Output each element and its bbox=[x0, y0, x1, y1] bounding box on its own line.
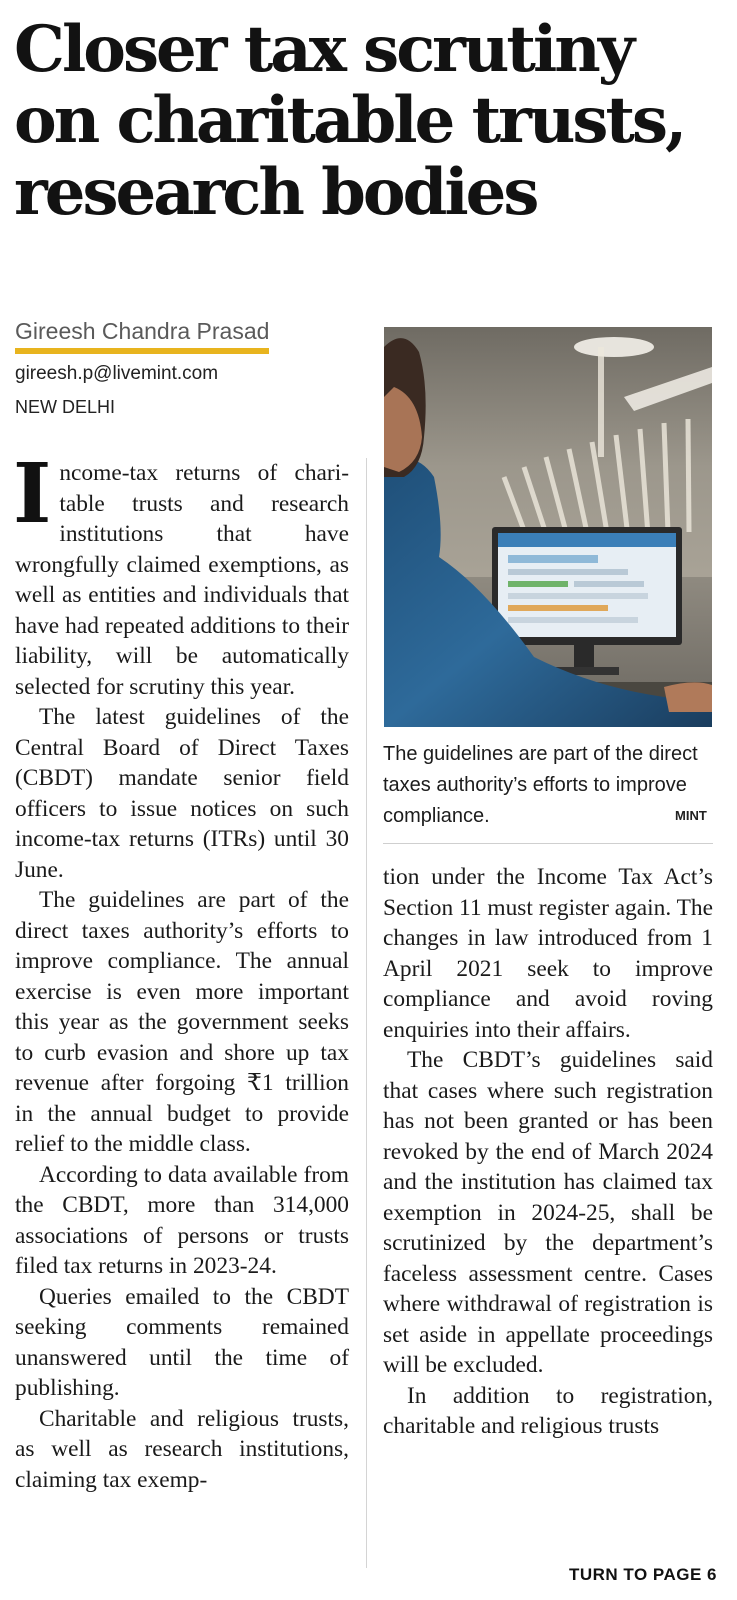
lead-text: ncome-tax returns of charitable trusts and research institutions that have wrongfully claimed exemptions, as well as entities and individuals that have had repeated additions to their liability, will be automatically selected for scrutiny this year. bbox=[15, 460, 349, 700]
headline: Closer tax scrutiny on charitable trusts, research bodies bbox=[14, 12, 685, 230]
article-column-1 bbox=[13, 446, 349, 1495]
dateline: NEW DELHI bbox=[15, 397, 116, 417]
article-paragraph: The CBDT’s guidelines said that cases where such registration has not been granted or has been revoked by the end of March 2024 and the institution has claimed tax exemption in 2024-25, shall be scrutinized by the department’s faceless assessment centre. Cases where withdrawal of registration is set aside in appellate proceedings will be excluded. bbox=[383, 1047, 713, 1378]
article-continuation: tion under the Income Tax Act’s Section 11 must register again. The changes in law introduced from 1 April 2021 seek to improve compliance and avoid roving enquiries into their affairs. bbox=[383, 864, 713, 1043]
article-column-2 bbox=[383, 862, 713, 1442]
column-divider bbox=[366, 458, 367, 1568]
article-paragraph: The latest guidelines of the Central Board of Direct Taxes (CBDT) mandate senior field officers to issue notices on such income-tax returns (ITRs) until 30 June. bbox=[15, 704, 349, 883]
article-paragraph bbox=[13, 446, 349, 702]
article-paragraph: According to data available from the CBDT, more than 314,000 associations of persons or trusts filed tax returns in 2023-24. bbox=[15, 1161, 349, 1279]
byline-email[interactable]: gireesh.p@livemint.com bbox=[15, 363, 219, 384]
byline-author: Gireesh Chandra Prasad bbox=[15, 318, 269, 354]
article-paragraph: The guidelines are part of the direct taxes authority’s efforts to improve compliance. The annual exercise is even more important this year as the government seeks to curb evasion and shore up tax revenue after forgoing ₹1 trillion in the annual budget to provide relief to the middle class. bbox=[15, 887, 349, 1157]
caption-divider bbox=[383, 843, 713, 844]
photo-credit: MINT bbox=[675, 808, 707, 823]
article-paragraph: In addition to registration, charitable and religious trusts bbox=[383, 1382, 713, 1439]
drop-cap: I bbox=[13, 446, 52, 542]
article-paragraph: Queries emailed to the CBDT seeking comments remained unanswered until the time of publishing. bbox=[15, 1283, 349, 1401]
article-paragraph: Charitable and religious trusts, as well as research institutions, claiming tax exemp- bbox=[15, 1405, 349, 1493]
photo-caption: The guidelines are part of the direct taxes authority’s efforts to improve compliance. bbox=[383, 743, 698, 827]
article-photo bbox=[384, 327, 712, 727]
office-computer-photo bbox=[384, 327, 712, 727]
jump-line[interactable]: TURN TO PAGE 6 bbox=[568, 1565, 717, 1584]
